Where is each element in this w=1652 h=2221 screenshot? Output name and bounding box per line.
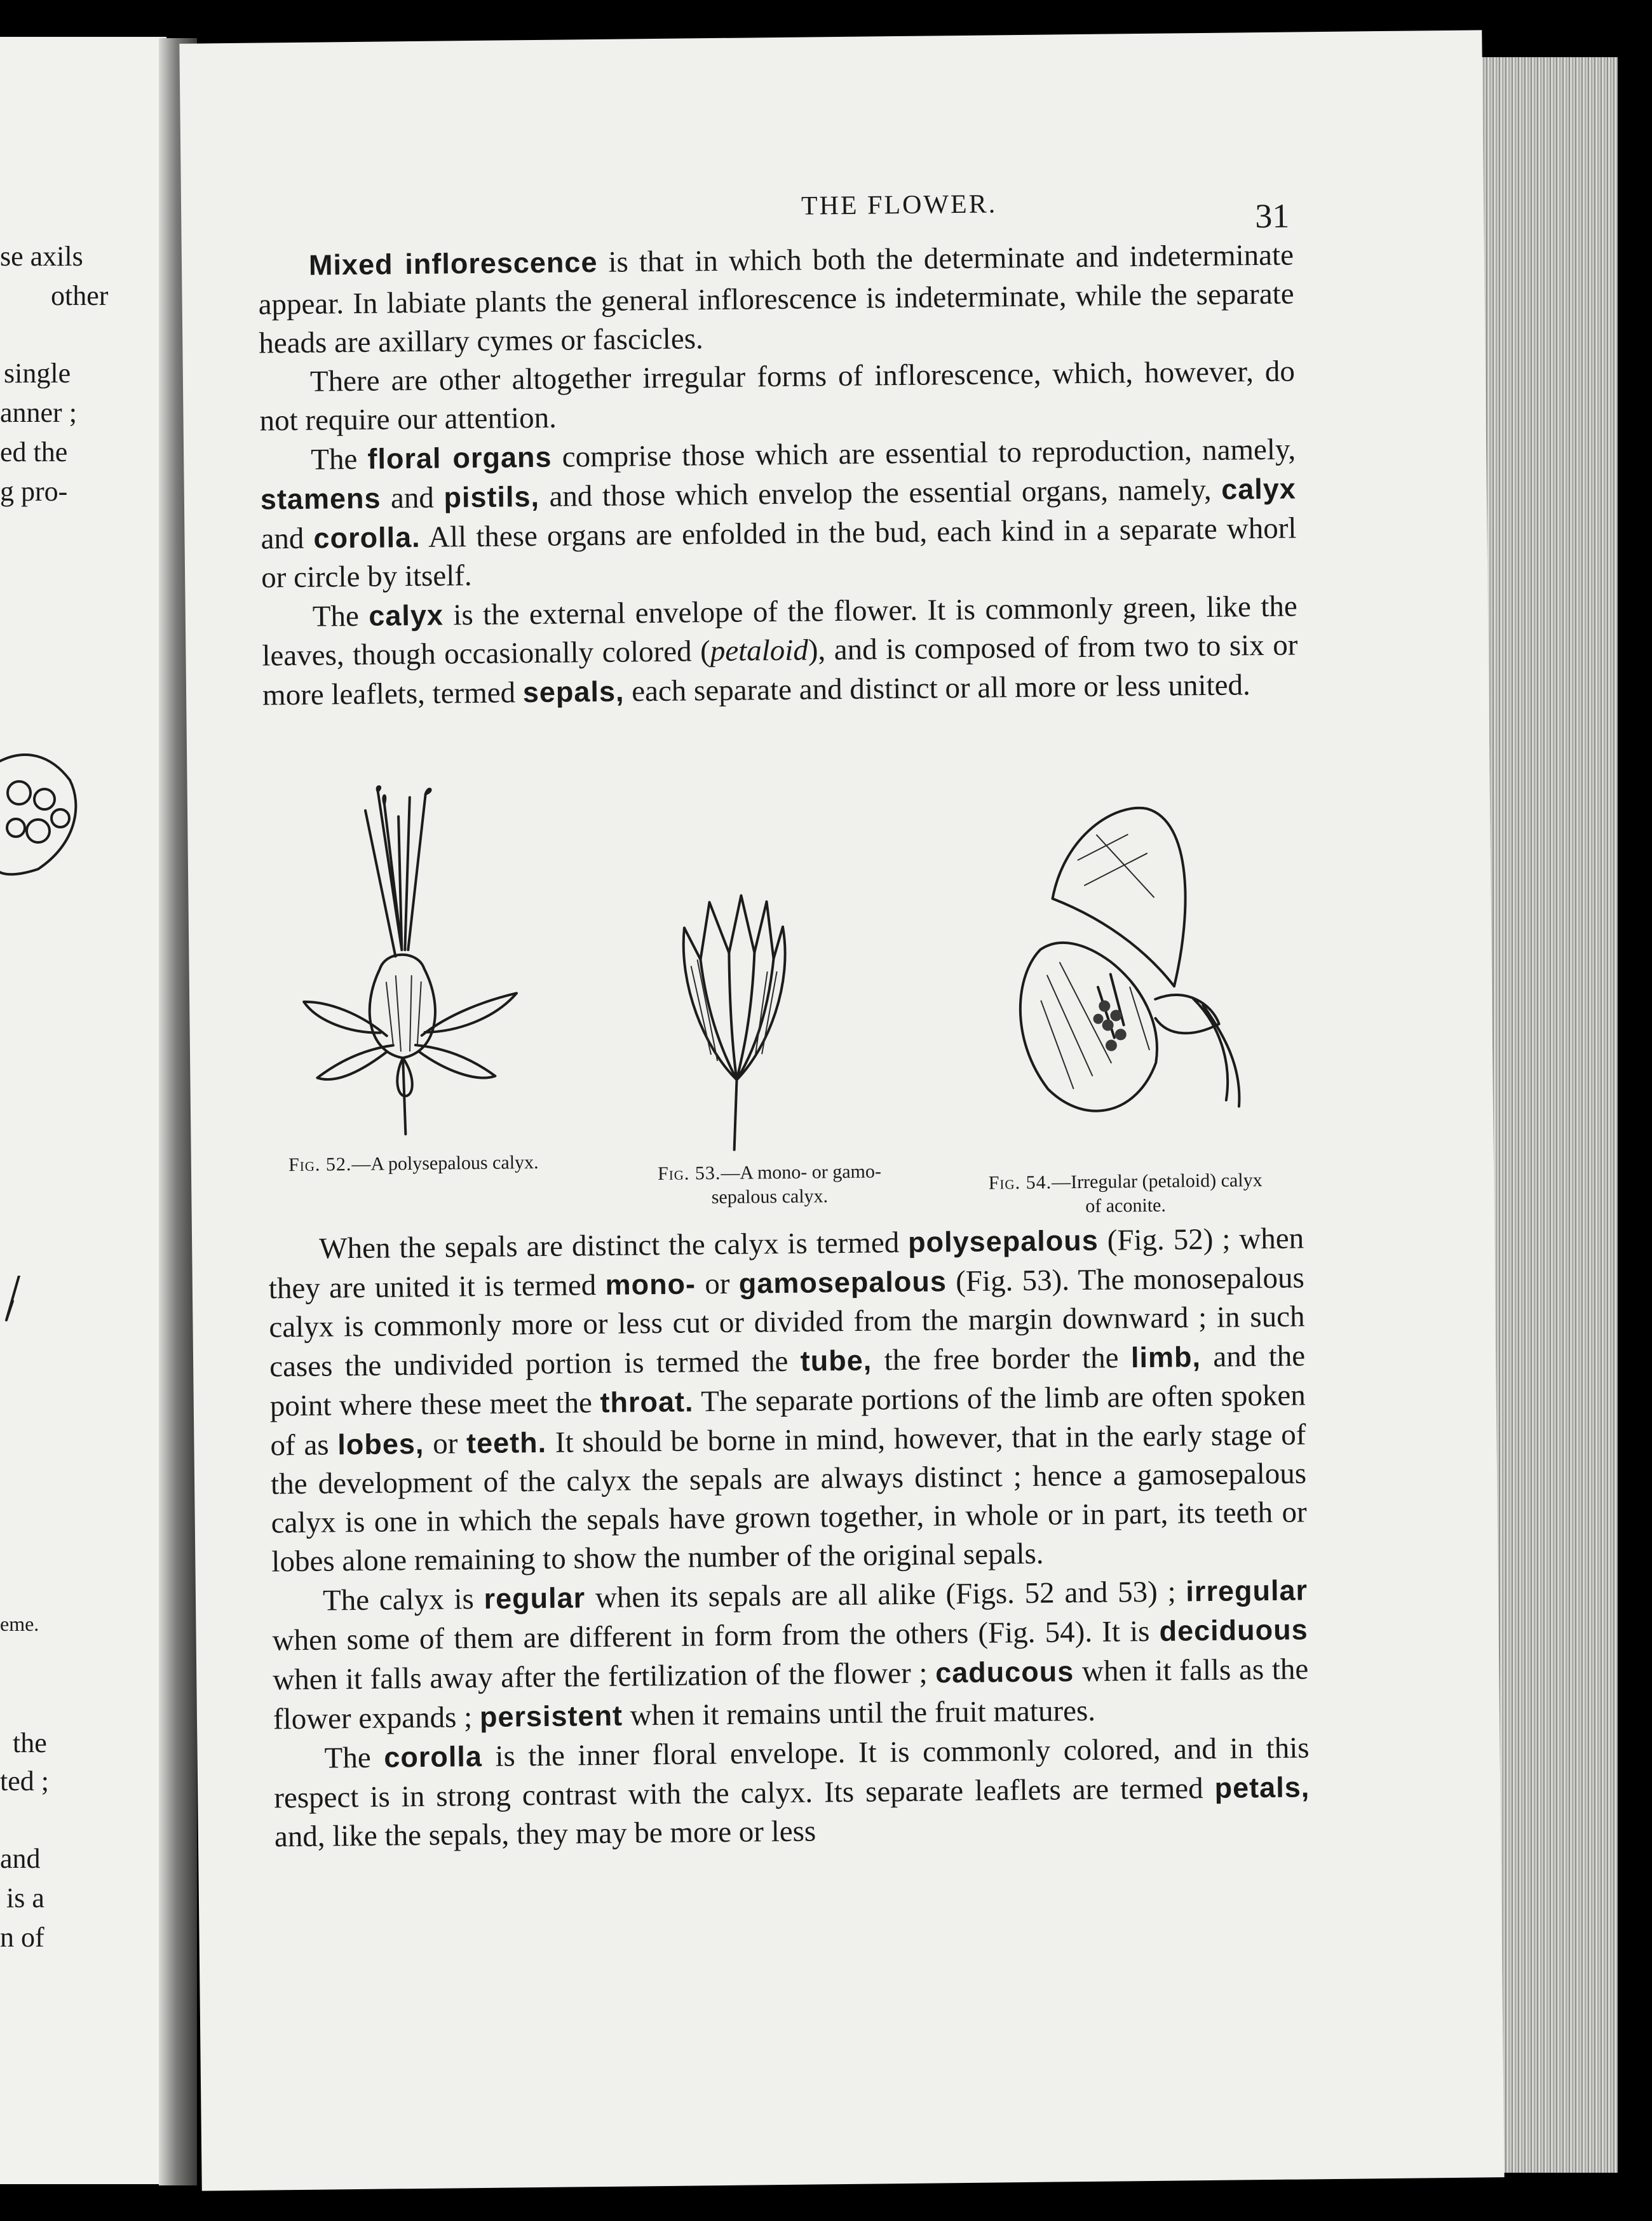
figure-54-caption — [979, 1168, 1272, 1220]
text-run: The — [324, 1741, 384, 1775]
caption-text: —Irregular (petaloid) calyx of aconite. — [1051, 1170, 1263, 1217]
left-page-fragment: anner ; — [0, 397, 77, 428]
paragraph-irregular-forms: There are other altogether irregular forms of inflorescence, which, however, do not require our attention. — [259, 354, 1296, 438]
book-page — [179, 30, 1504, 2191]
page-number: 31 — [1254, 196, 1290, 236]
term: polysepalous — [907, 1224, 1099, 1259]
figure-label: Fig. 54. — [988, 1171, 1052, 1194]
term: petals, — [1214, 1771, 1310, 1804]
left-page-fragment: other — [51, 280, 109, 311]
text-run: All these organs are enfolded in the bud, each kind in a separate whorl or circle by itself. — [261, 511, 1297, 595]
text-run: (Fig. 52) ; when they are united it is termed — [268, 1222, 1304, 1306]
term: lobes, — [337, 1427, 424, 1461]
text-run: the free border the — [871, 1341, 1132, 1377]
figure-53-illustration — [671, 889, 801, 1157]
left-page-fragment: ed the — [0, 436, 68, 468]
left-page-fragment: and — [0, 1843, 41, 1874]
term: deciduous — [1159, 1613, 1308, 1647]
left-page-fragment: is a — [6, 1882, 44, 1914]
text-run: is that in which both the determinate and indeterminate appear. In labiate plants the general inflorescence is indeterminate, while the separate heads are axillary cymes or fascicles. — [258, 238, 1294, 360]
left-page-fragment: the — [13, 1727, 47, 1759]
term: persistent — [479, 1699, 623, 1734]
term: teeth. — [466, 1426, 547, 1460]
text-run: ), and is composed of from two to six or more leaflets, termed — [262, 628, 1298, 712]
text-run: comprise those which are essential to reproduction, namely, — [552, 433, 1296, 474]
term: sepals, — [522, 675, 625, 709]
term: throat. — [600, 1385, 694, 1419]
text-run: when its sepals are all alike (Figs. 52 and 53) ; — [585, 1575, 1186, 1615]
text-run: and, like the sepals, they may be more or less — [274, 1814, 816, 1854]
term: limb, — [1130, 1340, 1202, 1374]
left-page-fragment: se axils — [0, 241, 83, 272]
term: mono- — [605, 1267, 696, 1301]
left-page-fragment: n of — [0, 1922, 44, 1953]
text-run: (Fig. 53). The monosepalous calyx is commonly more or less cut or divided from the margin downward ; in such cases the undivided portion is termed the — [269, 1261, 1305, 1384]
caption-text: —A mono- or gamo- sepalous calyx. — [711, 1161, 882, 1208]
figure-52-caption — [274, 1151, 553, 1178]
text-run: The — [310, 442, 368, 476]
text-run: when it falls as the flower expands ; — [273, 1652, 1309, 1736]
figure-52-illustration — [288, 777, 534, 1142]
term: caducous — [935, 1655, 1074, 1689]
left-page-fragment: g pro- — [0, 476, 68, 507]
text-block-upper — [258, 235, 1299, 715]
text-run: each separate and distinct or all more or less united. — [624, 668, 1251, 708]
term: corolla — [384, 1739, 483, 1774]
term: gamosepalous — [738, 1265, 947, 1300]
term: stamens — [260, 482, 381, 516]
paragraph-floral-organs — [260, 429, 1297, 597]
figure-54-illustration — [1001, 795, 1271, 1153]
left-page-mark-fragment — [0, 1276, 25, 1327]
term: Mixed inflorescence — [308, 245, 598, 281]
left-page-fragment: single — [4, 358, 71, 389]
left-page-illustration-fragment — [0, 723, 83, 882]
term: calyx — [1221, 472, 1297, 506]
text-run: When the sepals are distinct the calyx is termed — [318, 1225, 909, 1266]
left-page-fragment: ted ; — [0, 1765, 49, 1797]
text-run: and — [381, 481, 444, 515]
left-page-fragment: eme. — [0, 1612, 39, 1635]
text-run: is the inner floral envelope. It is commonly colored, and in this respect is in strong contrast with the calyx. Its separate leaflets are termed — [274, 1731, 1310, 1815]
term: tube, — [800, 1344, 872, 1377]
term: floral organs — [367, 440, 552, 475]
text-run: or — [695, 1267, 740, 1301]
term: irregular — [1186, 1574, 1308, 1608]
left-facing-page — [0, 37, 166, 2184]
text-run: The — [312, 599, 369, 633]
text-run: when it remains until the fruit matures. — [622, 1694, 1096, 1732]
paragraph-regular-irregular — [272, 1570, 1310, 1739]
text-run: and — [261, 522, 314, 556]
figure-label: Fig. 52. — [288, 1154, 352, 1176]
text-run: It should be borne in mind, however, that in the early stage of the development of the calyx the sepals are always distinct ; hence a gamosepalous calyx is one in which the sepals have grown together, in whole or in part, its teeth or lobes alone remaining to show the number of the original sepals. — [270, 1418, 1307, 1579]
figure-label: Fig. 53. — [657, 1163, 721, 1185]
text-run: or — [424, 1427, 467, 1461]
running-head: THE FLOWER. — [801, 189, 998, 221]
text-block-lower — [268, 1219, 1310, 1856]
italic-term: petaloid — [710, 633, 809, 668]
text-run: is the external envelope of the flower. It is commonly green, like the leaves, though occasionally colored ( — [262, 590, 1298, 673]
paragraph-polysepalous — [268, 1219, 1308, 1581]
term: corolla. — [313, 520, 421, 555]
caption-text: —A polysepalous calyx. — [351, 1152, 539, 1175]
paragraph-corolla — [273, 1728, 1310, 1856]
paragraph-mixed-inflorescence — [258, 235, 1295, 363]
figure-53-caption — [636, 1159, 904, 1210]
term: regular — [484, 1581, 586, 1615]
text-run: when some of them are different in form from the others (Fig. 54). It is — [272, 1614, 1160, 1657]
text-run: when it falls away after the fertilization of the flower ; — [273, 1656, 936, 1697]
term: pistils, — [443, 480, 540, 514]
text-run: The separate portions of the limb are often spoken of as — [270, 1379, 1306, 1462]
term: calyx — [369, 598, 444, 632]
text-run: and those which envelop the essential organs, namely, — [539, 473, 1222, 513]
text-run: The calyx is — [322, 1582, 484, 1617]
text-run: and the point where these meet the — [269, 1339, 1306, 1423]
paragraph-calyx — [261, 586, 1298, 715]
